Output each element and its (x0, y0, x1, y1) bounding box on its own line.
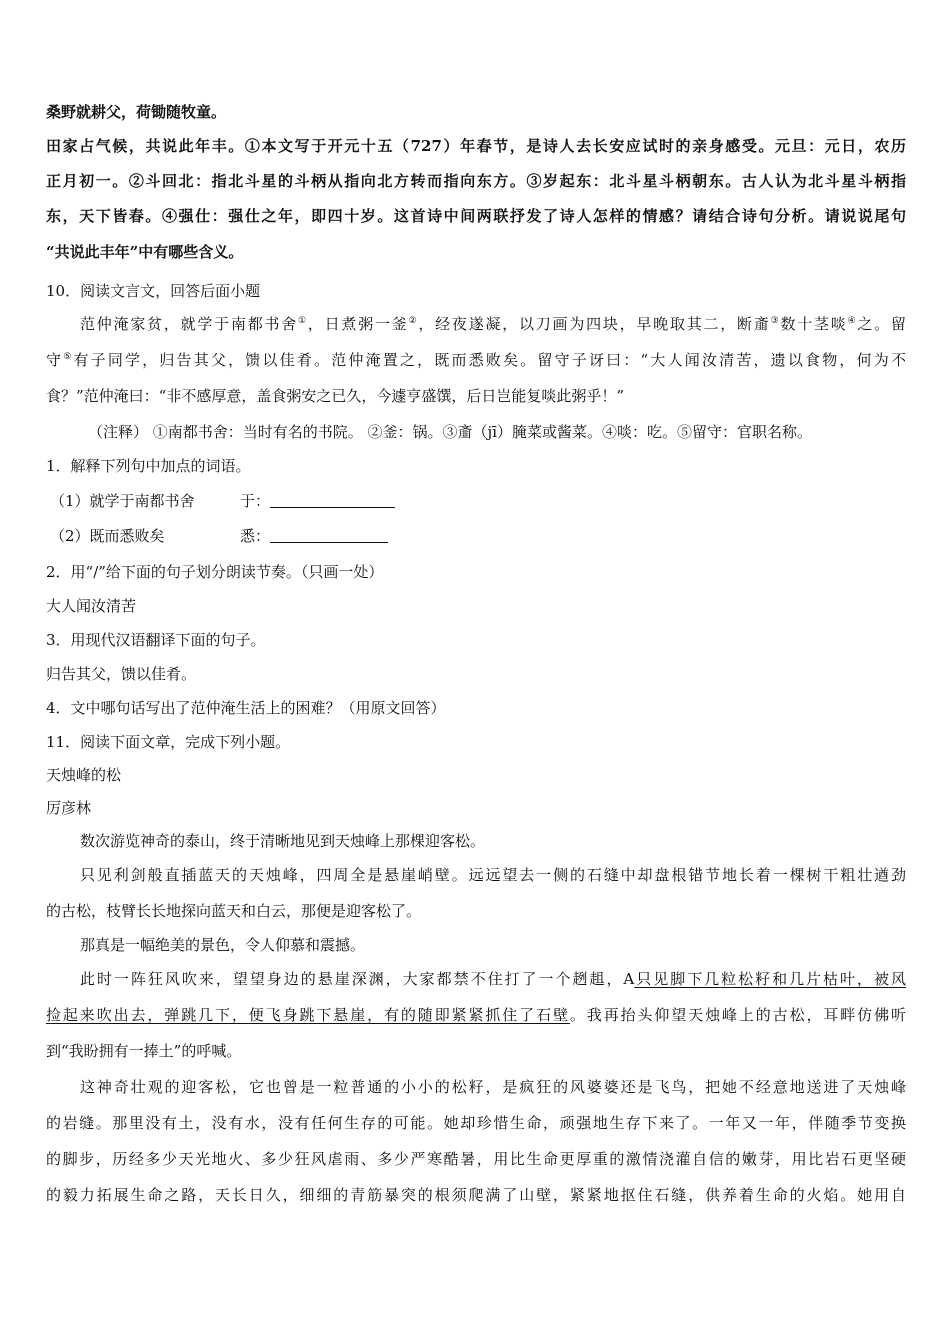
article-paragraph-line: 的古松，枝臂长长地探向蓝天和白云，那便是迎客松了。 (46, 902, 422, 920)
question-11-heading: 11．阅读下面文章，完成下列小题。 (46, 733, 291, 751)
article-paragraph-line: 那真是一幅绝美的景色，令人仰慕和震撼。 (80, 936, 366, 954)
sentence-marker-a: A (623, 970, 635, 988)
text-segment: 数十茎啖 (780, 315, 848, 333)
subquestion-1: 1．解释下列句中加点的词语。 (46, 457, 251, 475)
item-text: （2）既而悉败矣 (50, 527, 165, 545)
classical-text-line (46, 349, 906, 371)
text-segment: ，日煮粥一釜 (307, 315, 409, 333)
article-paragraph-line: 只见利剑般直插蓝天的天烛峰，四周全是悬崖峭壁。远远望去一侧的石缝中却盘根错节地长着一棵树干粗壮遒劲 (80, 866, 906, 884)
annotation-notes: （注释） ①南都书舍：当时有名的书院。 ②釜：锅。③齑（jī）腌菜或酱菜。④啖：吃。⑤留守：官职名称。 (88, 423, 812, 441)
subquestion-1-item-1 (50, 490, 906, 512)
footnote-mark: ⑤ (63, 352, 74, 362)
subquestion-2-text: 大人闻汝清苦 (46, 597, 137, 615)
footnote-mark: ③ (770, 316, 781, 326)
subquestion-3-text: 归告其父，馈以佳肴。 (46, 665, 197, 683)
article-title: 天烛峰的松 (46, 766, 122, 784)
text-segment: 之。留 (857, 315, 906, 333)
text-segment: 范仲淹家贫，就学于南都书舍 (80, 315, 299, 333)
question-10-heading: 10．阅读文言文，回答后面小题 (46, 282, 261, 300)
poem-question-line: “共说此丰年”中有哪些含义。 (46, 243, 244, 261)
classical-text-line: 食？”范仲淹曰：“非不感厚意，盖食粥安之已久，今遽亨盛馔，后日岂能复啖此粥乎！” (46, 387, 625, 405)
subquestion-3: 3．用现代汉语翻译下面的句子。 (46, 631, 266, 649)
article-paragraph-line (80, 968, 906, 990)
article-author: 厉彦林 (46, 799, 92, 817)
poem-question-line: 田家占气候，共说此年丰。①本文写于开元十五（727）年春节，是诗人去长安应试时的亲身感受。元旦：元日，农历 (46, 137, 906, 155)
item-word: 于： (240, 492, 271, 510)
item-word: 悉： (240, 527, 271, 545)
article-paragraph-line: 的岩缝。那里没有土，没有水，没有任何生存的可能。她却珍惜生命，顽强地生存下来了。一年又一年，伴随季节变换 (46, 1114, 906, 1132)
article-paragraph-line (46, 1004, 906, 1026)
text-segment: 此时一阵狂风吹来，望望身边的悬崖深渊，大家都禁不住打了一个趔趄， (80, 970, 624, 988)
poem-question-line: 东，天下皆春。④强仕：强仕之年，即四十岁。这首诗中间两联抒发了诗人怎样的情感？请结合诗句分析。请说说尾句 (46, 207, 906, 225)
footnote-mark: ② (408, 316, 419, 326)
underlined-sentence: 捡起来吹出去，弹跳几下，便飞身跳下悬崖，有的随即紧紧抓住了石壁 (46, 1006, 570, 1024)
footnote-mark: ① (298, 316, 308, 326)
item-text: （1）就学于南都书舍 (50, 492, 195, 510)
article-paragraph-line: 的毅力拓展生命之路，天长日久，细细的青筋暴突的根须爬满了山壁，紧紧地抠住石缝，供养着生命的火焰。她用自 (46, 1186, 906, 1204)
text-segment: ，经夜遂凝，以刀画为四块，早晚取其二，断齑 (418, 315, 771, 333)
subquestion-2: 2．用“/”给下面的句子划分朗读节奏。（只画一处） (46, 563, 384, 581)
subquestion-1-item-2 (50, 525, 906, 547)
article-paragraph-line: 数次游览神奇的泰山，终于清晰地见到天烛峰上那棵迎客松。 (80, 832, 486, 850)
classical-text-line (80, 313, 906, 335)
answer-blank[interactable] (270, 528, 388, 543)
poem-line: 桑野就耕父，荷锄随牧童。 (46, 103, 227, 121)
text-segment: 守 (46, 351, 64, 369)
underlined-sentence: 只见脚下几粒松籽和几片枯叶，被风 (634, 970, 906, 988)
article-paragraph-line: 到“我盼拥有一捧土”的呼喊。 (46, 1042, 242, 1060)
article-paragraph-line: 的脚步，历经多少天光地火、多少狂风虐雨、多少严寒酷暑，用比生命更厚重的激情浇灌自信的嫩芽，用比岩石更坚硬 (46, 1150, 906, 1168)
article-paragraph-line: 这神奇壮观的迎客松，它也曾是一粒普通的小小的松籽，是疯狂的风婆婆还是飞鸟，把她不经意地送进了天烛峰 (80, 1078, 906, 1096)
answer-blank[interactable] (270, 493, 395, 508)
subquestion-4: 4．文中哪句话写出了范仲淹生活上的困难？（用原文回答） (46, 699, 446, 717)
poem-question-line: 正月初一。②斗回北：指北斗星的斗柄从指向北方转而指向东方。③岁起东：北斗星斗柄朝东。古人认为北斗星斗柄指 (46, 172, 906, 190)
text-segment: 有子同学，归告其父，馈以佳肴。范仲淹置之，既而悉败矣。留守子讶曰：“大人闻汝清苦，遗以食物，何为不 (73, 351, 906, 369)
text-segment: 。我再抬头仰望天烛峰上的古松，耳畔仿佛听 (569, 1006, 906, 1024)
footnote-mark: ④ (847, 316, 858, 326)
